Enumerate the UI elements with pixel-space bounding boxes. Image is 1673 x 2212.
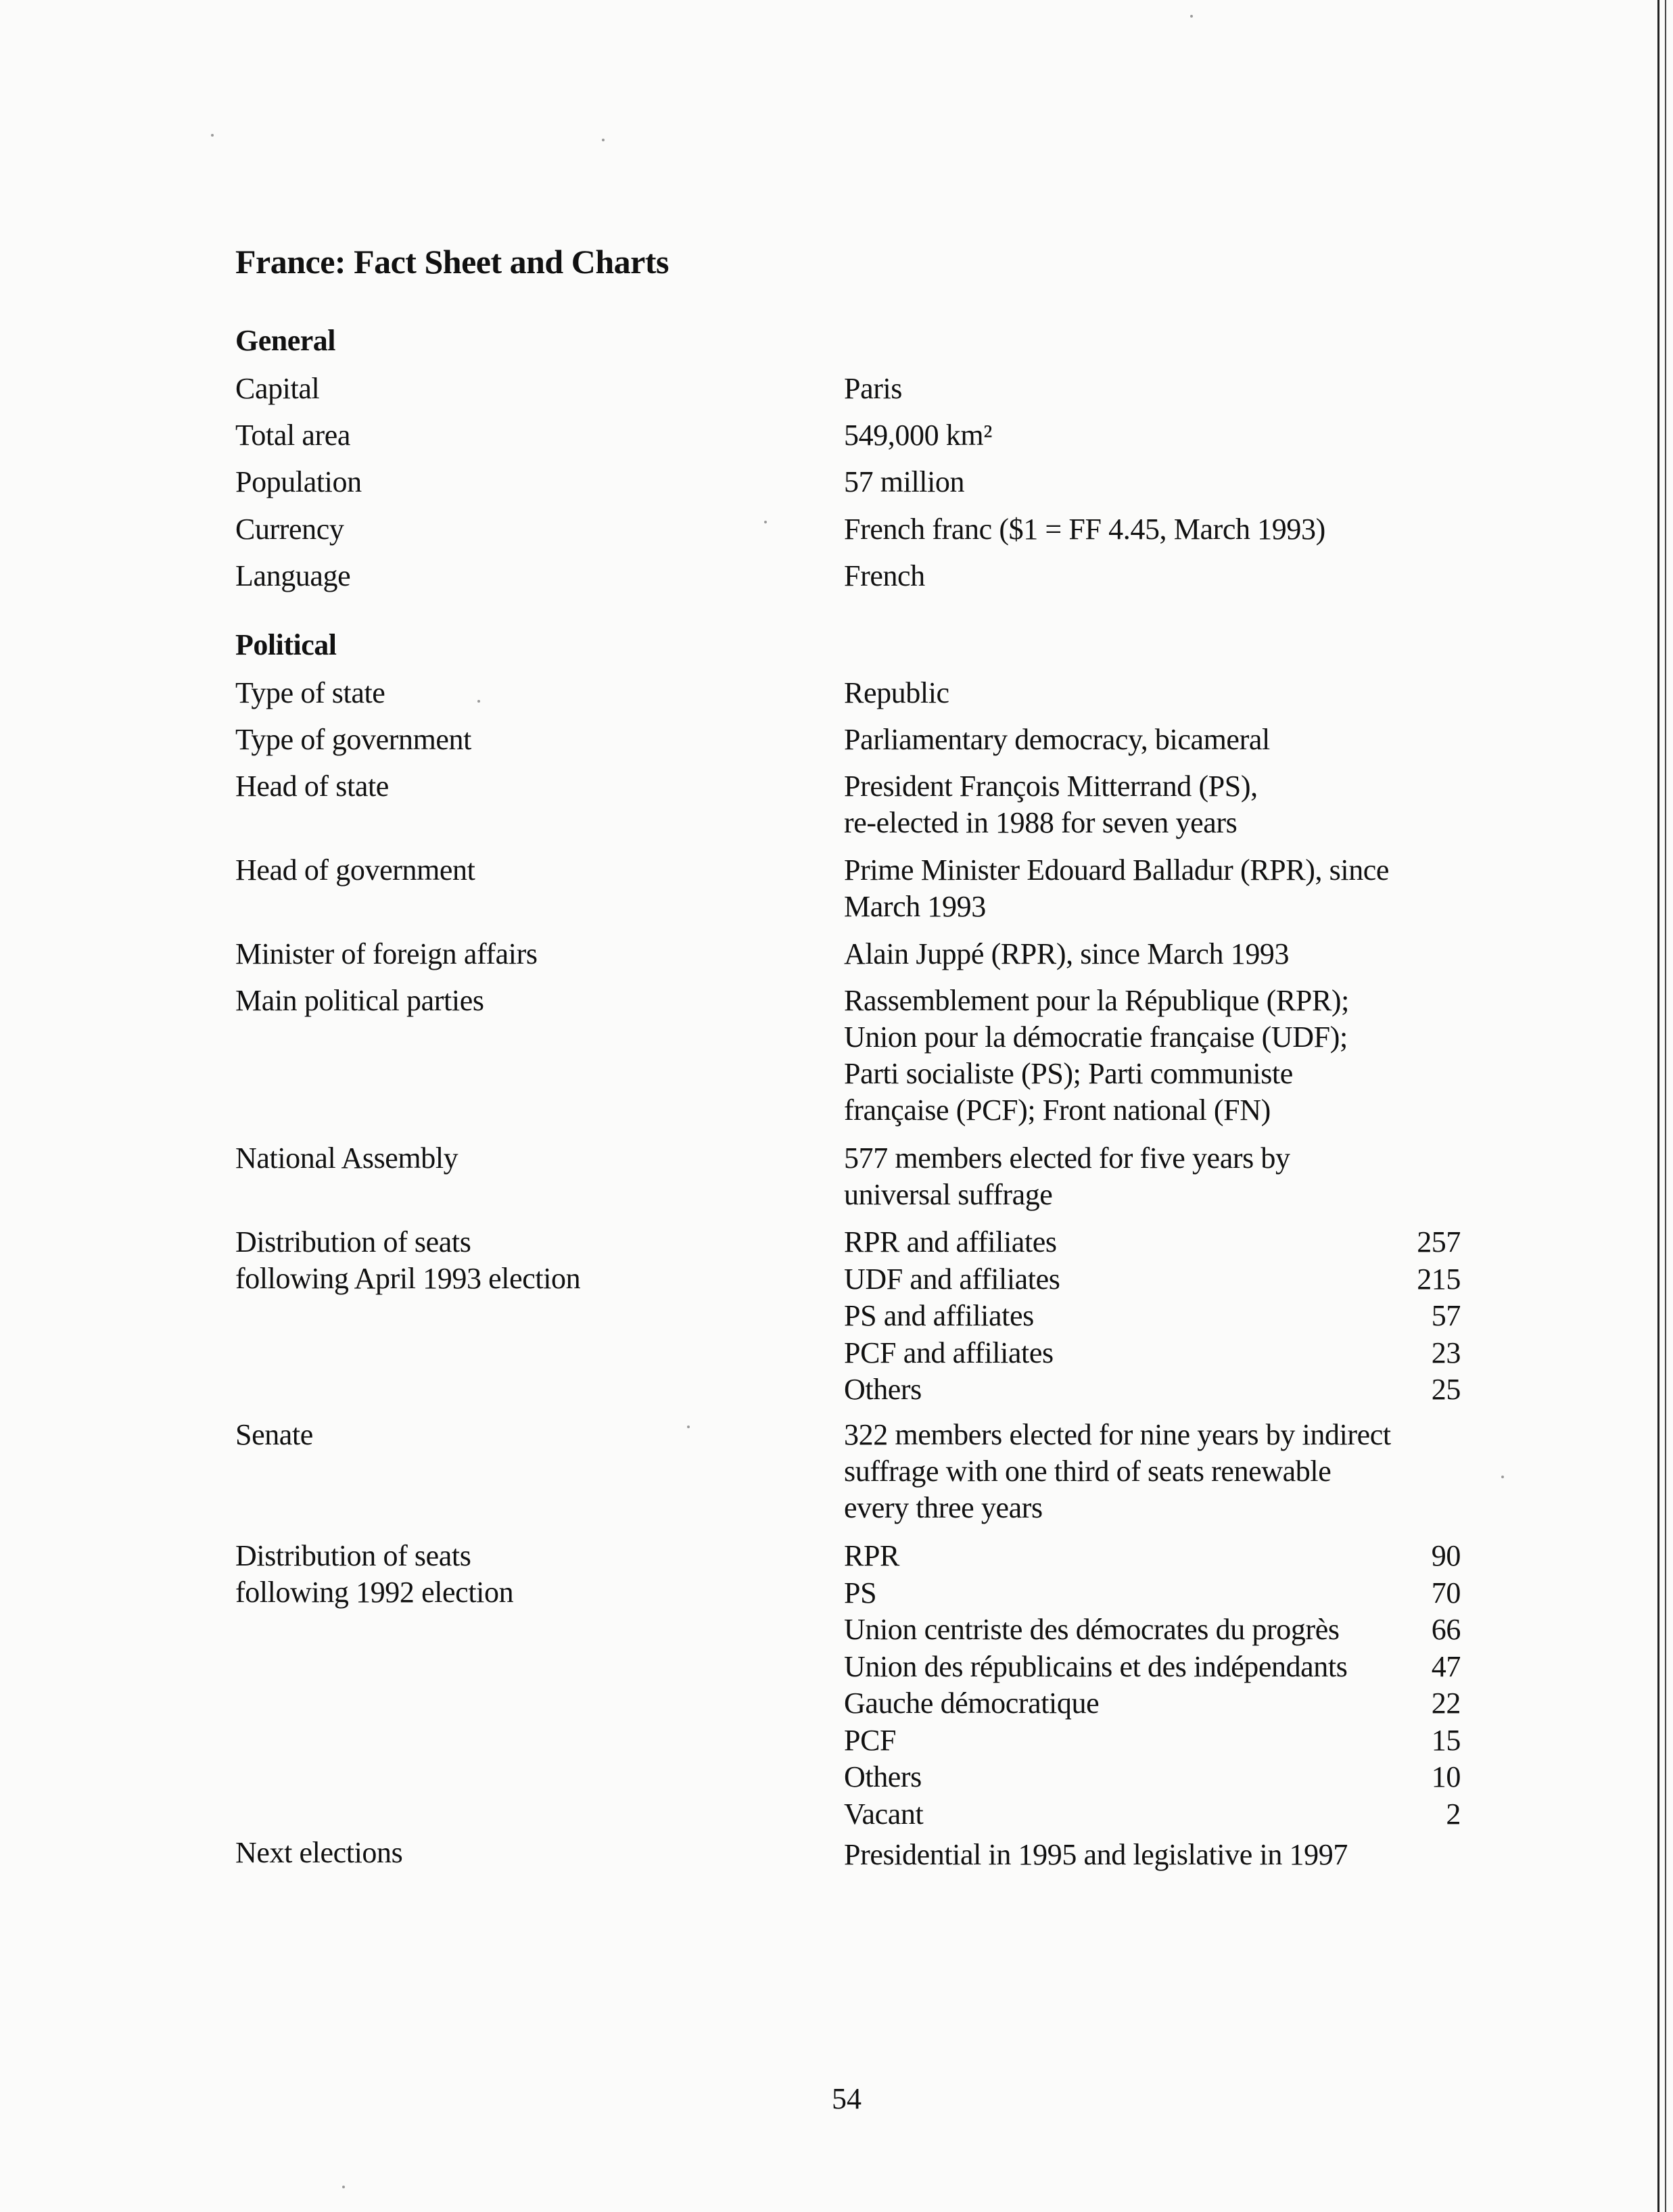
value-line: suffrage with one third of seats renewable bbox=[844, 1455, 1332, 1488]
table-row bbox=[844, 1649, 1461, 1686]
label-language: Language bbox=[235, 559, 351, 592]
table-row bbox=[844, 1298, 1461, 1335]
seat-count: 47 bbox=[1431, 1649, 1461, 1683]
party-name: Union des républicains et des indépendants bbox=[844, 1649, 1348, 1683]
section-heading-political: Political bbox=[235, 628, 337, 661]
label-type-of-state: Type of state bbox=[235, 676, 385, 709]
value-type-of-government: Parliamentary democracy, bicameral bbox=[844, 723, 1270, 756]
party-name: PCF and affiliates bbox=[844, 1336, 1054, 1369]
page-edge-border bbox=[1657, 0, 1666, 2212]
party-name: PCF bbox=[844, 1723, 897, 1757]
value-line: Union pour la démocratie française (UDF); bbox=[844, 1020, 1348, 1054]
party-name: RPR and affiliates bbox=[844, 1225, 1057, 1258]
label-national-assembly: National Assembly bbox=[235, 1142, 458, 1175]
party-name: Others bbox=[844, 1373, 922, 1406]
value-main-parties bbox=[844, 983, 1349, 1129]
party-name: Others bbox=[844, 1760, 922, 1793]
label-assembly-seats bbox=[235, 1224, 580, 1297]
scan-speck bbox=[342, 2186, 345, 2188]
value-national-assembly bbox=[844, 1140, 1290, 1213]
value-line: March 1993 bbox=[844, 890, 986, 923]
label-population: Population bbox=[235, 465, 362, 498]
value-next-elections: Presidential in 1995 and legislative in 1997 bbox=[844, 1838, 1348, 1871]
value-language: French bbox=[844, 559, 925, 592]
table-row bbox=[844, 1611, 1461, 1649]
label-total-area: Total area bbox=[235, 419, 351, 452]
label-head-of-government: Head of government bbox=[235, 853, 475, 887]
value-senate bbox=[844, 1417, 1391, 1526]
seat-count: 70 bbox=[1431, 1576, 1461, 1609]
seat-count: 15 bbox=[1431, 1723, 1461, 1757]
table-row bbox=[844, 1335, 1461, 1372]
scan-speck bbox=[687, 1426, 690, 1428]
label-senate: Senate bbox=[235, 1418, 313, 1451]
seat-count: 66 bbox=[1431, 1613, 1461, 1646]
scan-speck bbox=[1190, 15, 1193, 18]
table-row bbox=[844, 1685, 1461, 1722]
party-name: Gauche démocratique bbox=[844, 1687, 1100, 1720]
value-line: 577 members elected for five years by bbox=[844, 1142, 1290, 1175]
value-total-area: 549,000 km² bbox=[844, 419, 993, 452]
seat-count: 10 bbox=[1431, 1760, 1461, 1793]
value-line: Parti socialiste (PS); Parti communiste bbox=[844, 1057, 1293, 1090]
value-head-of-state bbox=[844, 768, 1258, 841]
table-row bbox=[844, 1261, 1461, 1298]
seat-count: 57 bbox=[1431, 1299, 1461, 1332]
table-row bbox=[844, 1538, 1461, 1575]
value-line: Prime Minister Edouard Balladur (RPR), since bbox=[844, 853, 1390, 887]
label-foreign-minister: Minister of foreign affairs bbox=[235, 937, 538, 970]
party-name: Union centriste des démocrates du progrès bbox=[844, 1613, 1340, 1646]
table-row bbox=[844, 1371, 1461, 1409]
table-row bbox=[844, 1575, 1461, 1612]
label-currency: Currency bbox=[235, 513, 344, 546]
value-line: 322 members elected for nine years by indirect bbox=[844, 1418, 1391, 1451]
value-line: every three years bbox=[844, 1491, 1043, 1524]
label-capital: Capital bbox=[235, 372, 320, 405]
table-row bbox=[844, 1224, 1461, 1261]
senate-seats-table bbox=[844, 1538, 1461, 1833]
party-name: RPR bbox=[844, 1539, 899, 1572]
label-line: following April 1993 election bbox=[235, 1262, 581, 1295]
page-number: 54 bbox=[832, 2082, 862, 2115]
label-line: Distribution of seats bbox=[235, 1539, 471, 1572]
scan-speck bbox=[764, 521, 767, 523]
value-currency: French franc ($1 = FF 4.45, March 1993) bbox=[844, 513, 1325, 546]
seat-count: 90 bbox=[1431, 1539, 1461, 1572]
value-capital: Paris bbox=[844, 372, 903, 405]
value-line: re-elected in 1988 for seven years bbox=[844, 806, 1238, 839]
table-row bbox=[844, 1722, 1461, 1760]
scan-speck bbox=[477, 700, 480, 703]
seat-count: 2 bbox=[1446, 1797, 1461, 1831]
label-senate-seats bbox=[235, 1538, 513, 1611]
party-name: PS and affiliates bbox=[844, 1299, 1034, 1332]
section-heading-general: General bbox=[235, 324, 336, 357]
label-line: Distribution of seats bbox=[235, 1225, 471, 1258]
label-head-of-state: Head of state bbox=[235, 770, 389, 803]
table-row bbox=[844, 1759, 1461, 1796]
value-population: 57 million bbox=[844, 465, 965, 498]
party-name: Vacant bbox=[844, 1797, 924, 1831]
seat-count: 215 bbox=[1417, 1262, 1461, 1296]
value-type-of-state: Republic bbox=[844, 676, 949, 709]
table-row bbox=[844, 1796, 1461, 1833]
seat-count: 25 bbox=[1431, 1373, 1461, 1406]
party-name: UDF and affiliates bbox=[844, 1262, 1060, 1296]
seat-count: 22 bbox=[1431, 1687, 1461, 1720]
seat-count: 23 bbox=[1431, 1336, 1461, 1369]
value-line: Rassemblement pour la République (RPR); bbox=[844, 984, 1349, 1017]
value-line: universal suffrage bbox=[844, 1178, 1053, 1211]
party-name: PS bbox=[844, 1576, 877, 1609]
label-next-elections: Next elections bbox=[235, 1836, 403, 1869]
value-head-of-government bbox=[844, 852, 1389, 925]
label-type-of-government: Type of government bbox=[235, 723, 471, 756]
scan-speck bbox=[602, 139, 605, 141]
assembly-seats-table bbox=[844, 1224, 1461, 1409]
label-line: following 1992 election bbox=[235, 1576, 514, 1609]
value-line: President François Mitterrand (PS), bbox=[844, 770, 1258, 803]
page-title: France: Fact Sheet and Charts bbox=[235, 243, 669, 281]
scan-speck bbox=[1501, 1476, 1504, 1478]
seat-count: 257 bbox=[1417, 1225, 1461, 1258]
value-foreign-minister: Alain Juppé (RPR), since March 1993 bbox=[844, 937, 1290, 970]
scan-speck bbox=[211, 134, 214, 137]
label-main-parties: Main political parties bbox=[235, 984, 484, 1017]
value-line: française (PCF); Front national (FN) bbox=[844, 1093, 1271, 1127]
